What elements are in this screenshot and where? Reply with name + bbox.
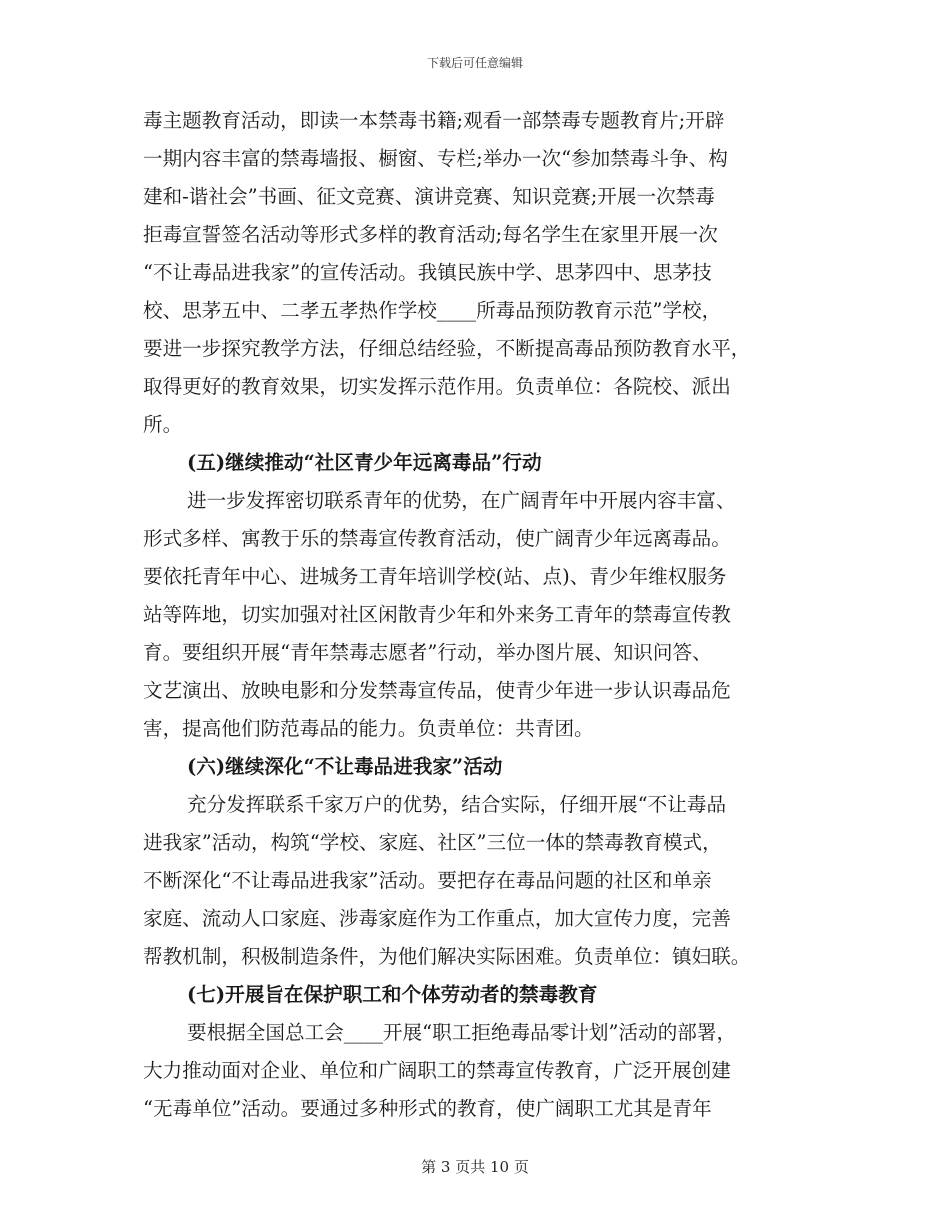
text-line: 要依托青年中心、进城务工青年培训学校(站、点)、青少年维权服务 bbox=[143, 565, 727, 588]
text-line: 毒主题教育活动，即读一本禁毒书籍;观看一部禁毒专题教育片;开辟 bbox=[143, 109, 725, 132]
document-body bbox=[143, 102, 807, 1128]
text-line: 站等阵地，切实加强对社区闲散青少年和外来务工青年的禁毒宣传教 bbox=[143, 603, 731, 626]
text-line: 帮教机制，积极制造条件，为他们解决实际困难。负责单位：镇妇联。 bbox=[143, 945, 751, 968]
text-line: 进我家”活动，构筑“学校、家庭、社区”三位一体的禁毒教育模式， bbox=[143, 831, 722, 854]
text-line: 不断深化“不让毒品进我家”活动。要把存在毒品问题的社区和单亲 bbox=[143, 869, 712, 892]
text-line: 害，提高他们防范毒品的能力。负责单位：共青团。 bbox=[143, 717, 594, 740]
text-line: 所。 bbox=[143, 413, 183, 436]
text-line: 形式多样、寓教于乐的禁毒宣传教育活动，使广阔青少年远离毒品。 bbox=[143, 527, 731, 550]
text-line: 家庭、流动人口家庭、涉毒家庭作为工作重点，加大宣传力度，完善 bbox=[143, 907, 731, 930]
text-line: 充分发挥联系千家万户的优势，结合实际，仔细开展“不让毒品 bbox=[187, 793, 727, 816]
text-line: 建和-谐社会”书画、征文竞赛、演讲竞赛、知识竞赛;开展一次禁毒 bbox=[143, 185, 715, 208]
text-line: 大力推动面对企业、单位和广阔职工的禁毒宣传教育，广泛开展创建 bbox=[143, 1059, 731, 1082]
text-line: 进一步发挥密切联系青年的优势，在广阔青年中开展内容丰富、 bbox=[187, 489, 736, 512]
section-heading: (六)继续深化“不让毒品进我家”活动 bbox=[187, 755, 503, 778]
page-header: 下载后可任意编辑 bbox=[426, 56, 523, 70]
text-line: 文艺演出、放映电影和分发禁毒宣传品，使青少年进一步认识毒品危 bbox=[143, 679, 731, 702]
text-line: “不让毒品进我家”的宣传活动。我镇民族中学、思茅四中、思茅技 bbox=[143, 261, 712, 284]
section-heading: (七)开展旨在保护职工和个体劳动者的禁毒教育 bbox=[187, 983, 598, 1006]
text-line: 要进一步探究教学方法，仔细总结经验，不断提高毒品预防教育水平， bbox=[143, 337, 751, 360]
text-line: 一期内容丰富的禁毒墙报、橱窗、专栏;举办一次“参加禁毒斗争、构 bbox=[143, 147, 728, 170]
text-line: 要根据全国总工会____开展“职工拒绝毒品零计划”活动的部署， bbox=[187, 1021, 737, 1044]
text-line: 校、思茅五中、二孝五孝热作学校____所毒品预防教育示范”学校， bbox=[143, 299, 722, 322]
section-heading: (五)继续推动“社区青少年远离毒品”行动 bbox=[187, 451, 542, 474]
page-footer: 第 3 页共 10 页 bbox=[421, 1158, 529, 1176]
text-line: “无毒单位”活动。要通过多种形式的教育，使广阔职工尤其是青年 bbox=[143, 1097, 712, 1120]
text-line: 拒毒宣誓签名活动等形式多样的教育活动;每名学生在家里开展一次 bbox=[143, 223, 718, 246]
text-line: 取得更好的教育效果，切实发挥示范作用。负责单位：各院校、派出 bbox=[143, 375, 731, 398]
text-line: 育。要组织开展“青年禁毒志愿者”行动，举办图片展、知识问答、 bbox=[143, 641, 712, 664]
